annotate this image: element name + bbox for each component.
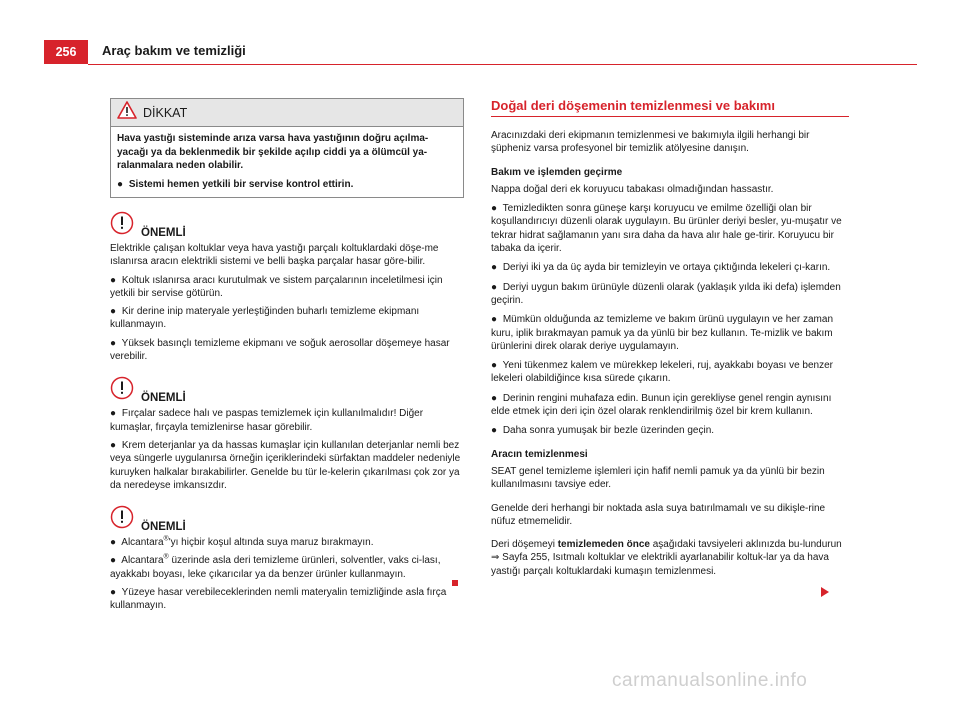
note-3-bullet-3-text: Yüzeye hasar verebileceklerinden nemli materyalin temizliğinde asla fırça kullanmayın. [110, 587, 447, 612]
arrow-right-icon: ⇒ [491, 552, 500, 564]
nappa-text: Nappa doğal deri ek koruyucu tabakası olmadığından hassastır. [491, 183, 774, 195]
registered-mark: ® [163, 554, 169, 562]
note-3-bullet-1-text: 'yı hiçbir koşul altında suya maruz bırakmayın. [168, 537, 374, 549]
care-bullet-4 [491, 313, 849, 353]
cleaning-text-1: SEAT genel temizleme işlemleri için hafif nemli pamuk ya da yünlü bir bezin kullanılmasını tavsiye eder. [491, 465, 825, 491]
bullet-icon: ● [110, 439, 117, 451]
note-3 [110, 510, 464, 612]
note-1-header [110, 216, 464, 240]
cleaning-text-3-bold: temizlemeden önce [557, 539, 650, 551]
warning-text: Hava yastığı sisteminde arıza varsa hava yastığının doğru açılma-yacağı ya da beklenmedik bir şekilde açılıp ciddi ya a ölümcül ya-ralanmalara neden olabilir. [117, 133, 429, 171]
bullet-icon: ● [110, 537, 117, 549]
bullet-icon: ● [110, 587, 117, 599]
bullet-icon: ● [117, 178, 124, 190]
cleaning-text-2: Genelde deri herhangi bir noktada asla suya batırılmamalı ve su dikişle-rine nüfuz etmemelidir. [491, 502, 826, 527]
continue-arrow-icon [821, 587, 829, 597]
care-bullet-2 [491, 261, 849, 274]
warning-bullet [117, 178, 457, 192]
alcantara-word: Alcantara [121, 555, 164, 567]
note-3-bullet-1 [110, 536, 464, 549]
bullet-icon: ● [110, 274, 117, 286]
note-2-header [110, 381, 464, 405]
note-1-bullet-2-text: Kir derine inip materyale yerleştiğinden buharlı temizleme ekipmanı kullanmayın. [110, 306, 420, 331]
bullet-icon: ● [110, 306, 117, 318]
care-bullet-2-text: Deriyi iki ya da üç ayda bir temizleyin ve ortaya çıktığında lekeleri çı-karın. [502, 262, 831, 274]
bullet-icon: ● [491, 314, 498, 326]
bullet-icon: ● [110, 555, 117, 567]
note-1-intro: Elektrikle çalışan koltuklar veya hava yastığı parçalı koltuklardaki döşe-me ıslanırsa aracın elektrikli sistemi ve belli başka parçalar hasar göre-bilir. [110, 243, 439, 268]
note-2 [110, 381, 464, 492]
bullet-icon: ● [110, 408, 117, 420]
watermark-text: carmanualsonline.info [612, 670, 808, 691]
note-1 [110, 216, 464, 363]
warning-triangle-icon [117, 101, 137, 124]
cleaning-text-3a: Deri döşemeyi [491, 539, 558, 551]
note-3-title: ÖNEMLİ [141, 521, 186, 534]
exclamation-circle-icon [110, 376, 134, 405]
bullet-icon: ● [110, 337, 117, 349]
care-bullet-1 [491, 202, 849, 255]
page-number: 256 [44, 40, 88, 64]
bullet-icon: ● [491, 360, 498, 372]
cleaning-text-3 [491, 538, 849, 578]
care-bullet-4-text: Mümkün olduğunda az temizleme ve bakım ürünü uygulayın ve her zaman kuru, iplik bırakmayan pamuk ya da yünlü bir bez kullanın. Te-mizlik ve bakım ürünlerini direk olarak deriye uygulamayın. [491, 314, 834, 352]
section-end-square-icon [452, 580, 458, 586]
bullet-icon: ● [491, 262, 498, 274]
note-2-bullet-1-text: Fırçalar sadece halı ve paspas temizlemek için kullanılmalıdır! Diğer kumaşlar, fırçayla temizlenirse hasar görebilir. [110, 408, 424, 433]
left-column [110, 98, 464, 613]
note-3-bullet-2 [110, 554, 464, 581]
care-bullet-6-text: Derinin rengini muhafaza edin. Bunun için gerekliyse genel rengin aynısını elde etmek için deri için özel olarak renklendirilmiş özel bir krem kullanın. [491, 392, 832, 418]
bullet-icon: ● [491, 425, 498, 437]
care-bullet-3 [491, 281, 849, 308]
bullet-icon: ● [491, 203, 498, 215]
note-1-bullet-2 [110, 305, 464, 332]
note-1-bullet-3 [110, 337, 464, 364]
note-2-bullet-2-text: Krem deterjanlar ya da hassas kumaşlar için kullanılan deterjanlar nemli bez veya süngerle uygulanırsa örneğin içeriklerindeki sürfaktan maddeler nedeniyle kuruyken halkalar bırakabilirler. Genelde bu tür le-kelerin çıkarılması çok zor ya da neredeyse imkansızdır. [110, 439, 461, 491]
warning-title: DİKKAT [143, 105, 188, 120]
note-2-title: ÖNEMLİ [141, 392, 186, 405]
subheading-care: Bakım ve işlemden geçirme [491, 166, 623, 178]
cleaning-text-3c: aşağıdaki tavsiyeleri aklınızda bu-lundurun [649, 539, 842, 551]
bullet-icon: ● [491, 281, 498, 293]
section-title: Doğal deri döşemenin temizlenmesi ve bakımı [491, 98, 849, 117]
note-2-bullet-2 [110, 439, 464, 492]
note-2-bullet-1 [110, 407, 464, 434]
warning-body [111, 127, 463, 197]
warning-box [110, 98, 464, 198]
note-1-title: ÖNEMLİ [141, 227, 186, 239]
care-bullet-3-text: Deriyi uygun bakım ürünüyle düzenli olarak (yaklaşık yılda iki defa) işlemden geçirin. [491, 281, 841, 306]
care-bullet-1-text: Temizledikten sonra güneşe karşı koruyucu ve emilme özelliği olan bir koşullandırıcıyı düzenli olarak uygulayın. Bu ürünler deriyi besler, yu-muşatır ve tekrar hidrat sağlamanın yanı sıra daha da hava alır hale ge-tirir. Koruyucu bir tabaka da içerir. [491, 203, 842, 255]
warning-header [111, 99, 463, 127]
note-1-bullet-3-text: Yüksek basınçlı temizleme ekipmanı ve soğuk aerosollar döşemeye hasar verebilir. [110, 337, 450, 363]
care-bullet-5 [491, 359, 849, 386]
subheading-cleaning: Aracın temizlenmesi [491, 448, 588, 460]
care-bullet-6 [491, 392, 849, 419]
note-3-header [110, 510, 464, 534]
alcantara-word: Alcantara [121, 537, 164, 549]
warning-bullet-text: Sistemi hemen yetkili bir servise kontrol ettirin. [128, 178, 354, 190]
registered-mark: ® [163, 535, 169, 543]
exclamation-circle-icon [110, 211, 134, 240]
care-bullet-7 [491, 424, 849, 437]
note-3-bullet-3 [110, 586, 464, 613]
chapter-title: Araç bakım ve temizliği [102, 43, 246, 58]
care-bullet-5-text: Yeni tükenmez kalem ve mürekkep lekeleri, ruj, ayakkabı boyası ve benzer lekeleri olabildiğince kısa sürede çıkarın. [491, 360, 834, 385]
care-bullet-7-text: Daha sonra yumuşak bir bezle üzerinden geçin. [502, 425, 715, 437]
note-1-bullet-1-text: Koltuk ıslanırsa aracı kurutulmak ve sistem parçalarının inceletilmesi için yetkili bir servise götürün. [110, 274, 443, 299]
note-1-bullet-1 [110, 274, 464, 301]
section-intro: Aracınızdaki deri ekipmanın temizlenmesi ve bakımıyla ilgili herhangi bir şüpheniz varsa profesyonel bir temizlik atölyesine danışın. [491, 130, 810, 155]
right-column [491, 98, 849, 584]
note-3-bullet-2-text: üzerinde asla deri temizleme ürünleri, solventler, vaks ci-lası, ayakkabı boyası, leke çıkarıcılar ya da benzer ürünler kullanmayın. [110, 555, 441, 580]
header-divider [88, 64, 917, 65]
page-reference-link[interactable]: Sayfa 255, Isıtmalı koltuklar ve elektrikli ayarlanabilir koltuk-lar ya da hava yastığı parçalı koltuklardaki kumaşın temizlenmesi. [491, 552, 829, 577]
exclamation-circle-icon [110, 505, 134, 534]
bullet-icon: ● [491, 392, 498, 404]
